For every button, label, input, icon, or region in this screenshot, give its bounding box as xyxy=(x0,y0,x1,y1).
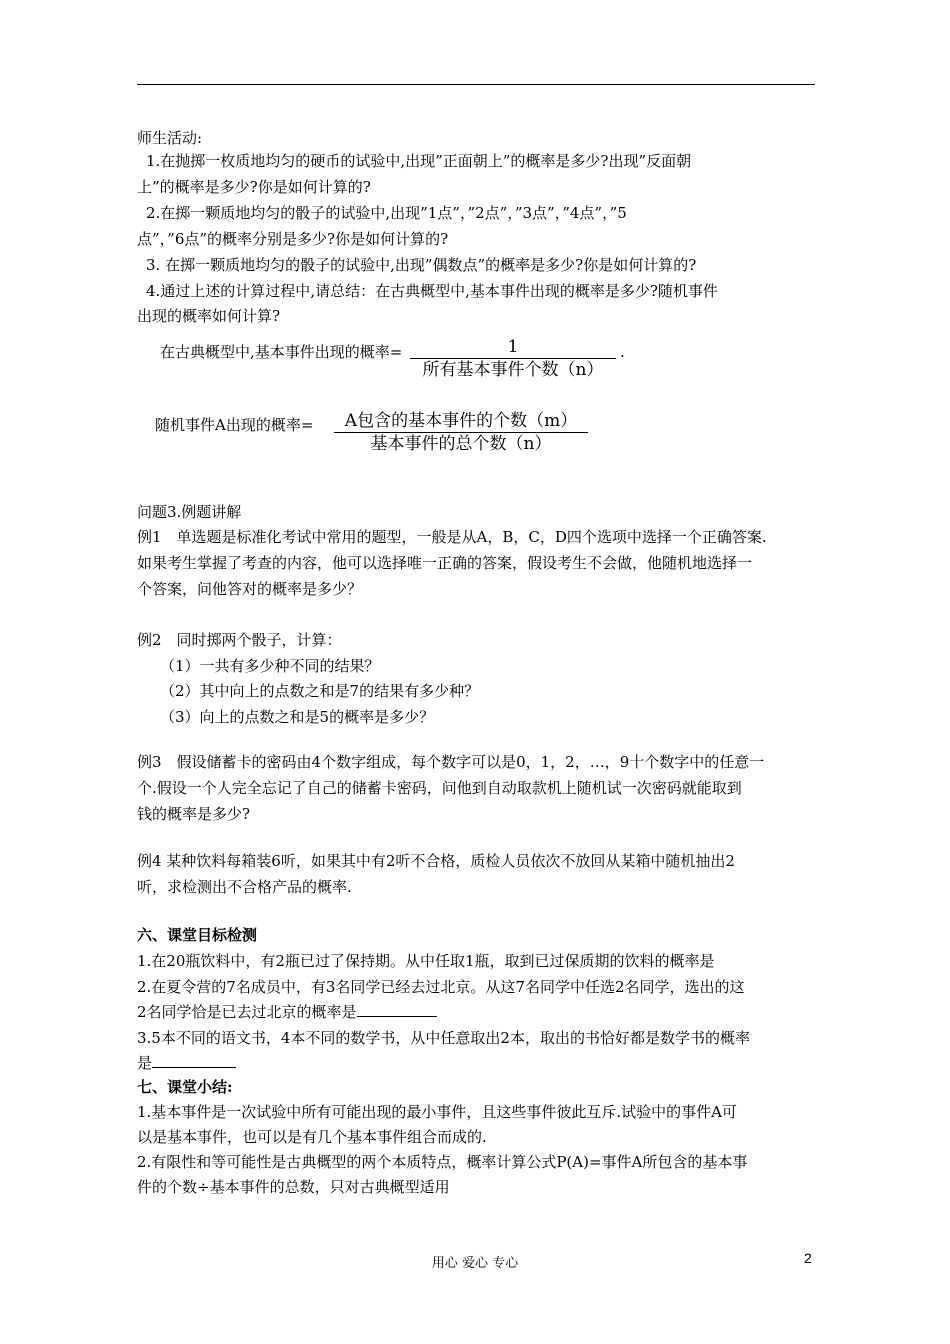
section-7-heading: 七、课堂小结: xyxy=(137,1078,233,1096)
test-3-text: 是 xyxy=(137,1054,153,1072)
activity-heading: 师生活动: xyxy=(137,129,203,147)
example-2-sub-3: （3）向上的点数之和是5的概率是多少？ xyxy=(160,708,435,726)
test-1: 1.在20瓶饮料中，有2瓶已过了保持期。从中任取1瓶，取到已过保质期的饮料的概率是 xyxy=(137,952,715,970)
header-rule xyxy=(137,84,815,85)
test-3-line-1: 3.5本不同的语文书，4本不同的数学书，从中任意取出2本，取出的书恰好都是数学书的概率 xyxy=(137,1029,750,1047)
examples-heading: 问题3.例题讲解 xyxy=(137,503,242,521)
summary-1-line-2: 以是基本事件，也可以是有几个基本事件组合而成的. xyxy=(137,1128,487,1146)
test-2-line-1: 2.在夏令营的7名成员中，有3名同学已经去过北京。从这7名同学中任选2名同学，选出的这 xyxy=(137,978,745,996)
formula-2-numerator: A包含的基本事件的个数（m） xyxy=(344,411,578,431)
example-2-sub-2: （2）其中向上的点数之和是7的结果有多少种？ xyxy=(160,682,480,700)
formula-2-fraction xyxy=(334,410,588,455)
question-2-line-2: 点”，”6点”的概率分别是多少?你是如何计算的? xyxy=(137,230,449,248)
example-3-line-3: 钱的概率是多少? xyxy=(137,805,251,823)
summary-2-line-1: 2.有限性和等可能性是古典概型的两个本质特点，概率计算公式P(A)=事件A所包含的基本事 xyxy=(137,1153,748,1171)
example-1-line-3: 个答案，问他答对的概率是多少？ xyxy=(137,580,363,598)
question-1-line-2: 上”的概率是多少?你是如何计算的? xyxy=(137,178,371,196)
formula-1-fraction xyxy=(410,336,616,381)
formula-1-period: . xyxy=(620,343,625,361)
formula-1-label: 在古典概型中,基本事件出现的概率= xyxy=(160,343,403,361)
test-2-answer-blank[interactable] xyxy=(357,1002,437,1017)
example-4-line-1: 例4 某种饮料每箱装6听，如果其中有2听不合格，质检人员依次不放回从某箱中随机抽出2 xyxy=(137,852,735,870)
footer-motto: 用心 爱心 专心 xyxy=(431,1256,519,1271)
example-2-line-1: 例2 同时掷两个骰子，计算： xyxy=(137,631,342,649)
test-3-answer-blank[interactable] xyxy=(152,1053,236,1068)
example-1-line-1: 例1 单选题是标准化考试中常用的题型，一般是从A，B，C，D四个选项中选择一个正确答案. xyxy=(137,528,767,546)
formula-2-denominator: 基本事件的总个数（n） xyxy=(370,434,552,454)
formula-1-numerator: 1 xyxy=(507,337,519,357)
question-1-line-1: 1.在抛掷一枚质地均匀的硬币的试验中,出现”正面朝上”的概率是多少?出现”反面朝 xyxy=(146,152,692,170)
example-1-line-2: 如果考生掌握了考查的内容，他可以选择唯一正确的答案，假设考生不会做，他随机地选择一 xyxy=(137,554,753,572)
example-3-line-2: 个.假设一个人完全忘记了自己的储蓄卡密码，问他到自动取款机上随机试一次密码就能取到 xyxy=(137,779,742,797)
test-3-line-2 xyxy=(137,1053,236,1073)
test-2-line-2 xyxy=(137,1002,437,1022)
example-3-line-1: 例3 假设储蓄卡的密码由4个数字组成，每个数字可以是0，1，2，…，9十个数字中的任意一 xyxy=(137,753,765,771)
test-2-text: 2名同学恰是已去过北京的概率是 xyxy=(137,1003,357,1021)
question-4-line-2: 出现的概率如何计算? xyxy=(137,307,281,325)
summary-1-line-1: 1.基本事件是一次试验中所有可能出现的最小事件，且这些事件彼此互斥.试验中的事件A可 xyxy=(137,1103,737,1121)
question-2-line-1: 2.在掷一颗质地均匀的骰子的试验中,出现”1点”，”2点”，”3点”，”4点”，”5 xyxy=(146,204,627,222)
formula-2-label: 随机事件A出现的概率= xyxy=(155,416,314,434)
summary-2-line-2: 件的个数÷基本事件的总数，只对古典概型适用 xyxy=(137,1178,450,1196)
section-6-heading: 六、课堂目标检测 xyxy=(137,926,258,944)
example-4-line-2: 听，求检测出不合格产品的概率. xyxy=(137,878,352,896)
formula-1-denominator: 所有基本事件个数（n） xyxy=(422,360,604,380)
example-2-sub-1: （1）一共有多少种不同的结果？ xyxy=(160,657,380,675)
question-4-line-1: 4.通过上述的计算过程中,请总结：在古典概型中,基本事件出现的概率是多少?随机事件 xyxy=(146,282,718,300)
page-number: 2 xyxy=(804,1250,812,1266)
question-3: 3. 在掷一颗质地均匀的骰子的试验中,出现”偶数点”的概率是多少?你是如何计算的? xyxy=(146,256,697,274)
